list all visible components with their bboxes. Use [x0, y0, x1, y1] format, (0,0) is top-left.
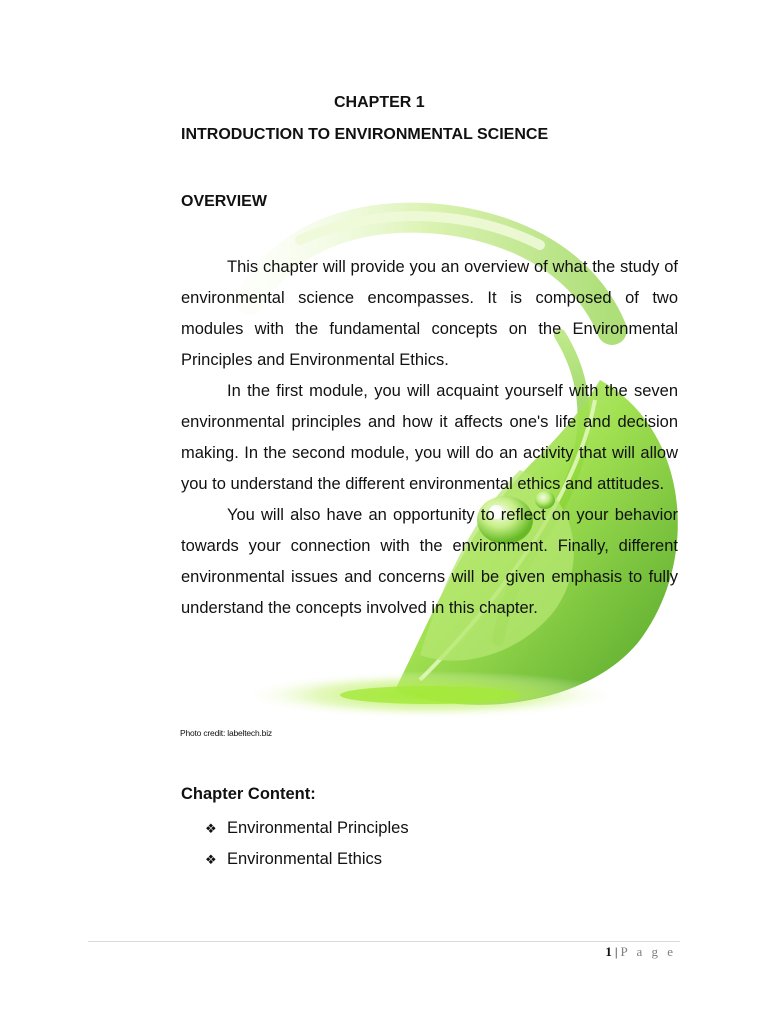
list-item-label: Environmental Ethics: [227, 850, 382, 868]
overview-paragraph: You will also have an opportunity to reflect on your behavior towards your connection with the environment. Finally, different environmental issues and concerns will be given emphasis to fully understand the concepts involved in this chapter.: [181, 506, 678, 617]
list-item: [205, 844, 409, 875]
chapter-content-heading: Chapter Content:: [181, 785, 316, 803]
chapter-label: CHAPTER 1: [334, 94, 425, 111]
chapter-title: INTRODUCTION TO ENVIRONMENTAL SCIENCE: [181, 126, 549, 143]
overview-body: [181, 252, 678, 624]
list-item-label: Environmental Principles: [227, 819, 409, 837]
diamond-bullet-icon: ❖: [205, 852, 217, 867]
chapter-content-list: [205, 813, 409, 875]
page-footer: [605, 944, 676, 960]
photo-credit: Photo credit: labeltech.biz: [180, 728, 272, 738]
diamond-bullet-icon: ❖: [205, 821, 217, 836]
footer-separator: |: [614, 944, 618, 959]
overview-paragraph: In the first module, you will acquaint yourself with the seven environmental principles and how it affects one's life and decision making. In the second module, you will do an activity that will allow you to understand the different environmental ethics and attitudes.: [181, 382, 678, 493]
overview-heading: OVERVIEW: [181, 193, 267, 210]
footer-divider: [88, 941, 680, 942]
overview-paragraph: This chapter will provide you an overview of what the study of environmental science encompasses. It is composed of two modules with the fundamental concepts on the Environmental Principles and Environmental Ethics.: [181, 258, 678, 369]
page-label: P a g e: [620, 944, 676, 959]
list-item: [205, 813, 409, 844]
page-number: 1: [605, 944, 612, 959]
